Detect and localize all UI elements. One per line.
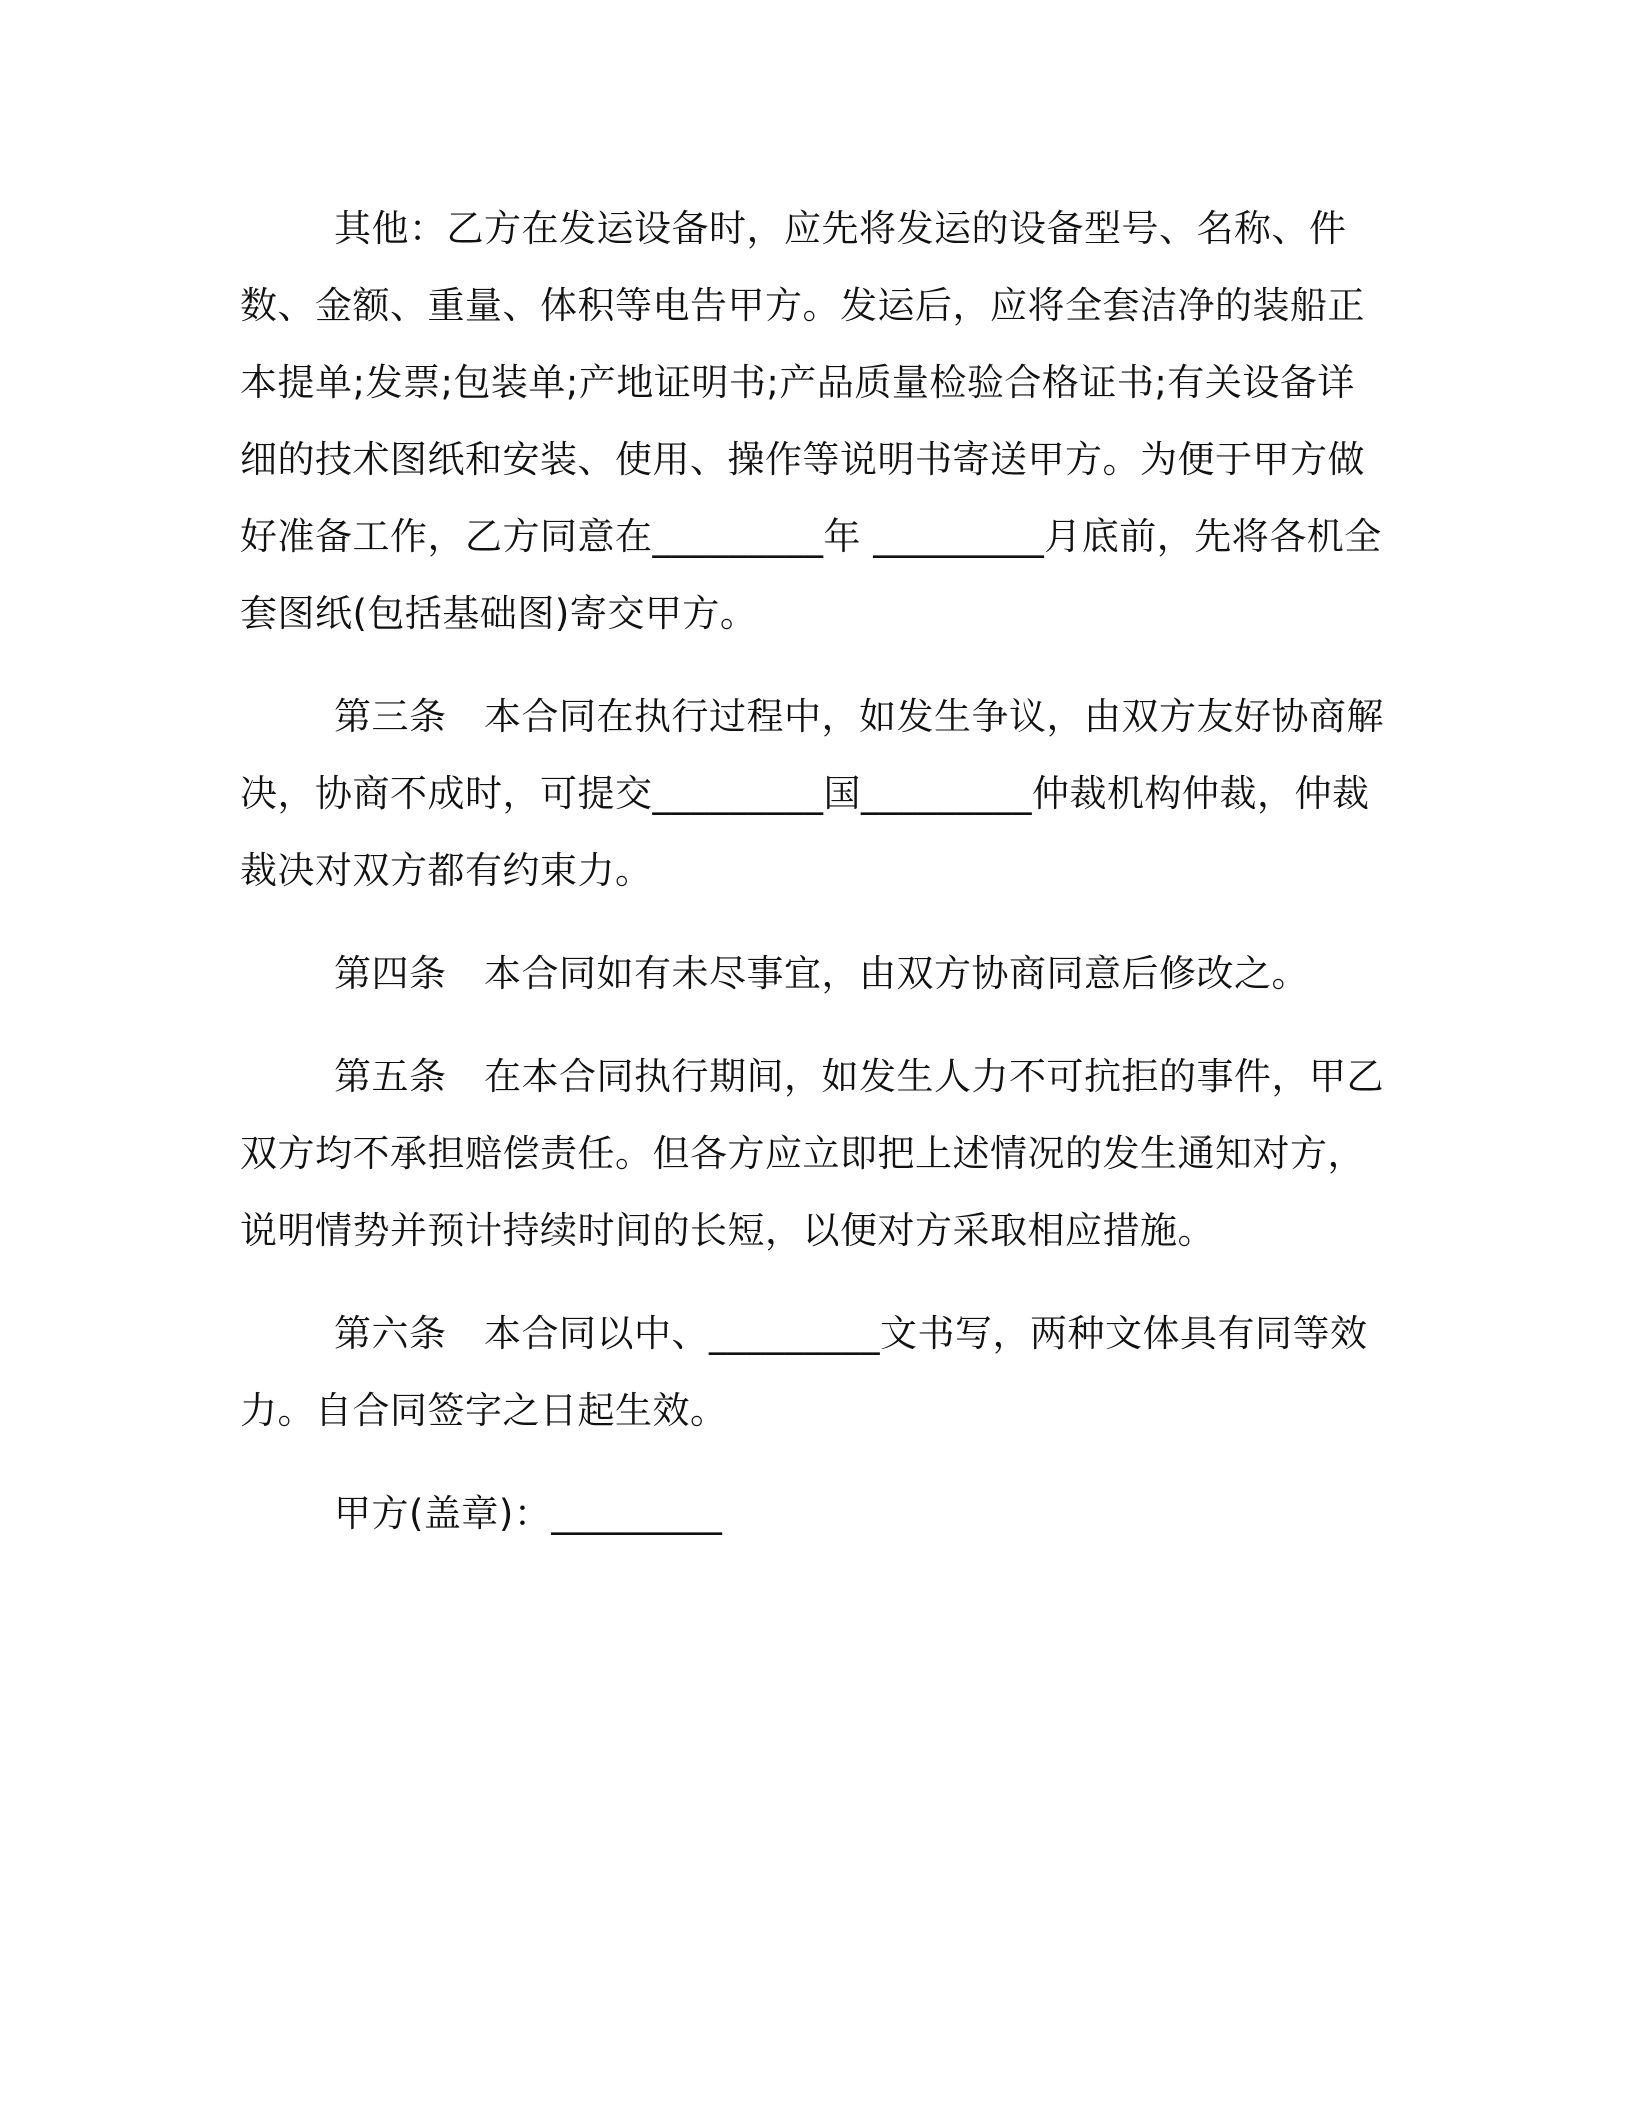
paragraph-shipping-terms: 其他：乙方在发运设备时，应先将发运的设备型号、名称、件数、金额、重量、体积等电告甲方。发运后，应将全套洁净的装船正本提单;发票;包装单;产地证明书;产品质量检验合格证书;有关设备详细的技术图纸和安装、使用、操作等说明书寄送甲方。为便于甲方做好准备工作，乙方同意在_________年 _________月底前，先将各机全套图纸(包括基础图)寄交甲方。 xyxy=(240,207,1382,635)
paragraph-article-3-dispute: 第三条 本合同在执行过程中，如发生争议，由双方友好协商解决，协商不成时，可提交_________国_________仲裁机构仲裁，仲裁裁决对双方都有约束力。 xyxy=(240,695,1384,892)
document-body xyxy=(240,190,1390,1552)
party-a-signature-line: 甲方(盖章)：_________ xyxy=(334,1492,723,1535)
paragraph-article-6-language: 第六条 本合同以中、_________文书写，两种文体具有同等效力。自合同签字之日起生效。 xyxy=(240,1312,1368,1432)
paragraph-article-5-force-majeure: 第五条 在本合同执行期间，如发生人力不可抗拒的事件，甲乙双方均不承担赔偿责任。但各方应立即把上述情况的发生通知对方，说明情势并预计持续时间的长短，以便对方采取相应措施。 xyxy=(240,1055,1384,1252)
paragraph-article-4-amendment: 第四条 本合同如有未尽事宜，由双方协商同意后修改之。 xyxy=(334,952,1309,995)
